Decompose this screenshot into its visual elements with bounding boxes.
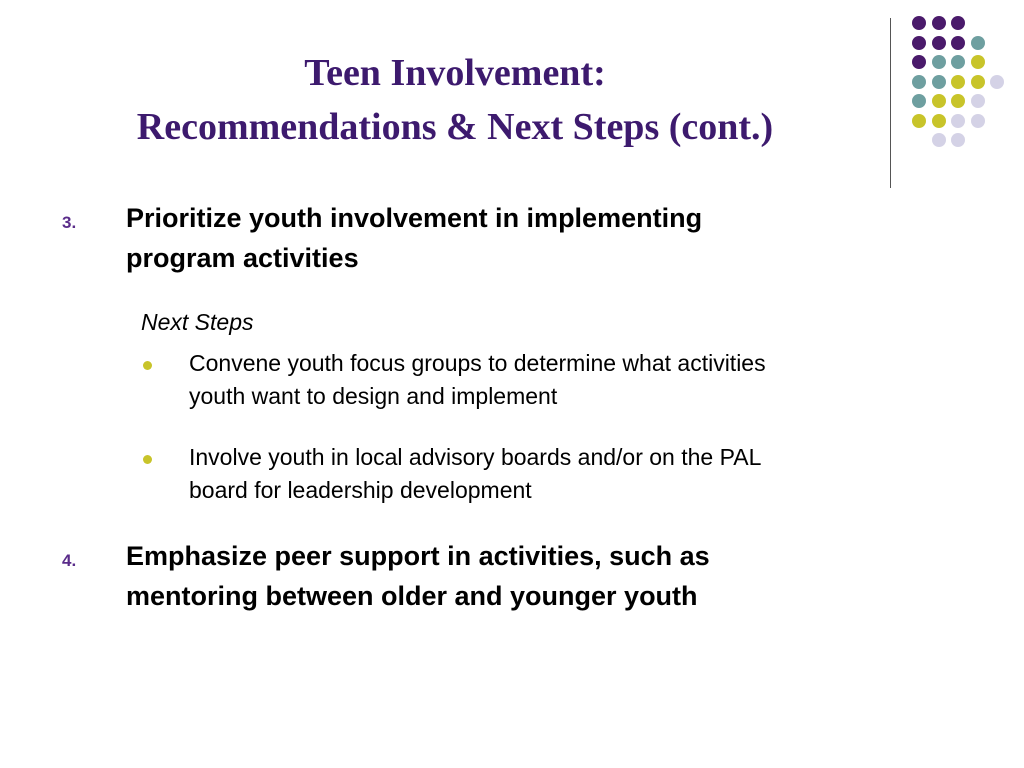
item-3-text bbox=[126, 198, 886, 278]
decorative-dot bbox=[990, 75, 1004, 89]
decorative-dot bbox=[912, 114, 926, 128]
decorative-dot bbox=[951, 133, 965, 147]
decorative-dot bbox=[932, 36, 946, 50]
bullet-1-line-2: youth want to design and implement bbox=[189, 383, 558, 409]
item-4-line-2: mentoring between older and younger youth bbox=[126, 581, 698, 611]
decorative-dot bbox=[912, 36, 926, 50]
decorative-dot bbox=[932, 16, 946, 30]
decorative-dot bbox=[951, 36, 965, 50]
bullet-1-line-1: Convene youth focus groups to determine what activities bbox=[189, 350, 766, 376]
item-number: 4. bbox=[62, 551, 77, 570]
item-4-text bbox=[126, 536, 886, 616]
next-steps-heading: Next Steps bbox=[141, 309, 254, 335]
bullet-item-1 bbox=[189, 347, 929, 413]
decorative-dot bbox=[912, 16, 926, 30]
decorative-dot-grid bbox=[0, 0, 1024, 200]
decorative-dot bbox=[971, 94, 985, 108]
decorative-dot bbox=[971, 55, 985, 69]
decorative-dot bbox=[912, 94, 926, 108]
decorative-dot bbox=[951, 75, 965, 89]
decorative-dot bbox=[932, 114, 946, 128]
bullet-icon bbox=[143, 361, 152, 370]
decorative-dot bbox=[951, 16, 965, 30]
decorative-dot bbox=[951, 114, 965, 128]
decorative-dot bbox=[932, 55, 946, 69]
title-line-1: Teen Involvement: bbox=[304, 52, 606, 94]
decorative-dot bbox=[951, 94, 965, 108]
decorative-dot bbox=[932, 94, 946, 108]
item-4-line-1: Emphasize peer support in activities, such as bbox=[126, 541, 710, 571]
item-3-line-1: Prioritize youth involvement in implementing bbox=[126, 203, 703, 233]
item-number: 3. bbox=[62, 213, 77, 232]
bullet-icon bbox=[143, 455, 152, 464]
decorative-dot bbox=[971, 114, 985, 128]
decorative-dot bbox=[932, 75, 946, 89]
bullet-item-2 bbox=[189, 441, 929, 507]
bullet-2-line-2: board for leadership development bbox=[189, 477, 532, 503]
title-line-2: Recommendations & Next Steps (cont.) bbox=[136, 106, 774, 148]
decorative-dot bbox=[971, 75, 985, 89]
decorative-dot bbox=[951, 55, 965, 69]
decorative-dot bbox=[912, 75, 926, 89]
bullet-2-line-1: Involve youth in local advisory boards and/or on the PAL bbox=[189, 444, 762, 470]
item-3-line-2: program activities bbox=[126, 243, 359, 273]
decorative-dot bbox=[971, 36, 985, 50]
decorative-dot bbox=[932, 133, 946, 147]
decorative-dot bbox=[912, 55, 926, 69]
